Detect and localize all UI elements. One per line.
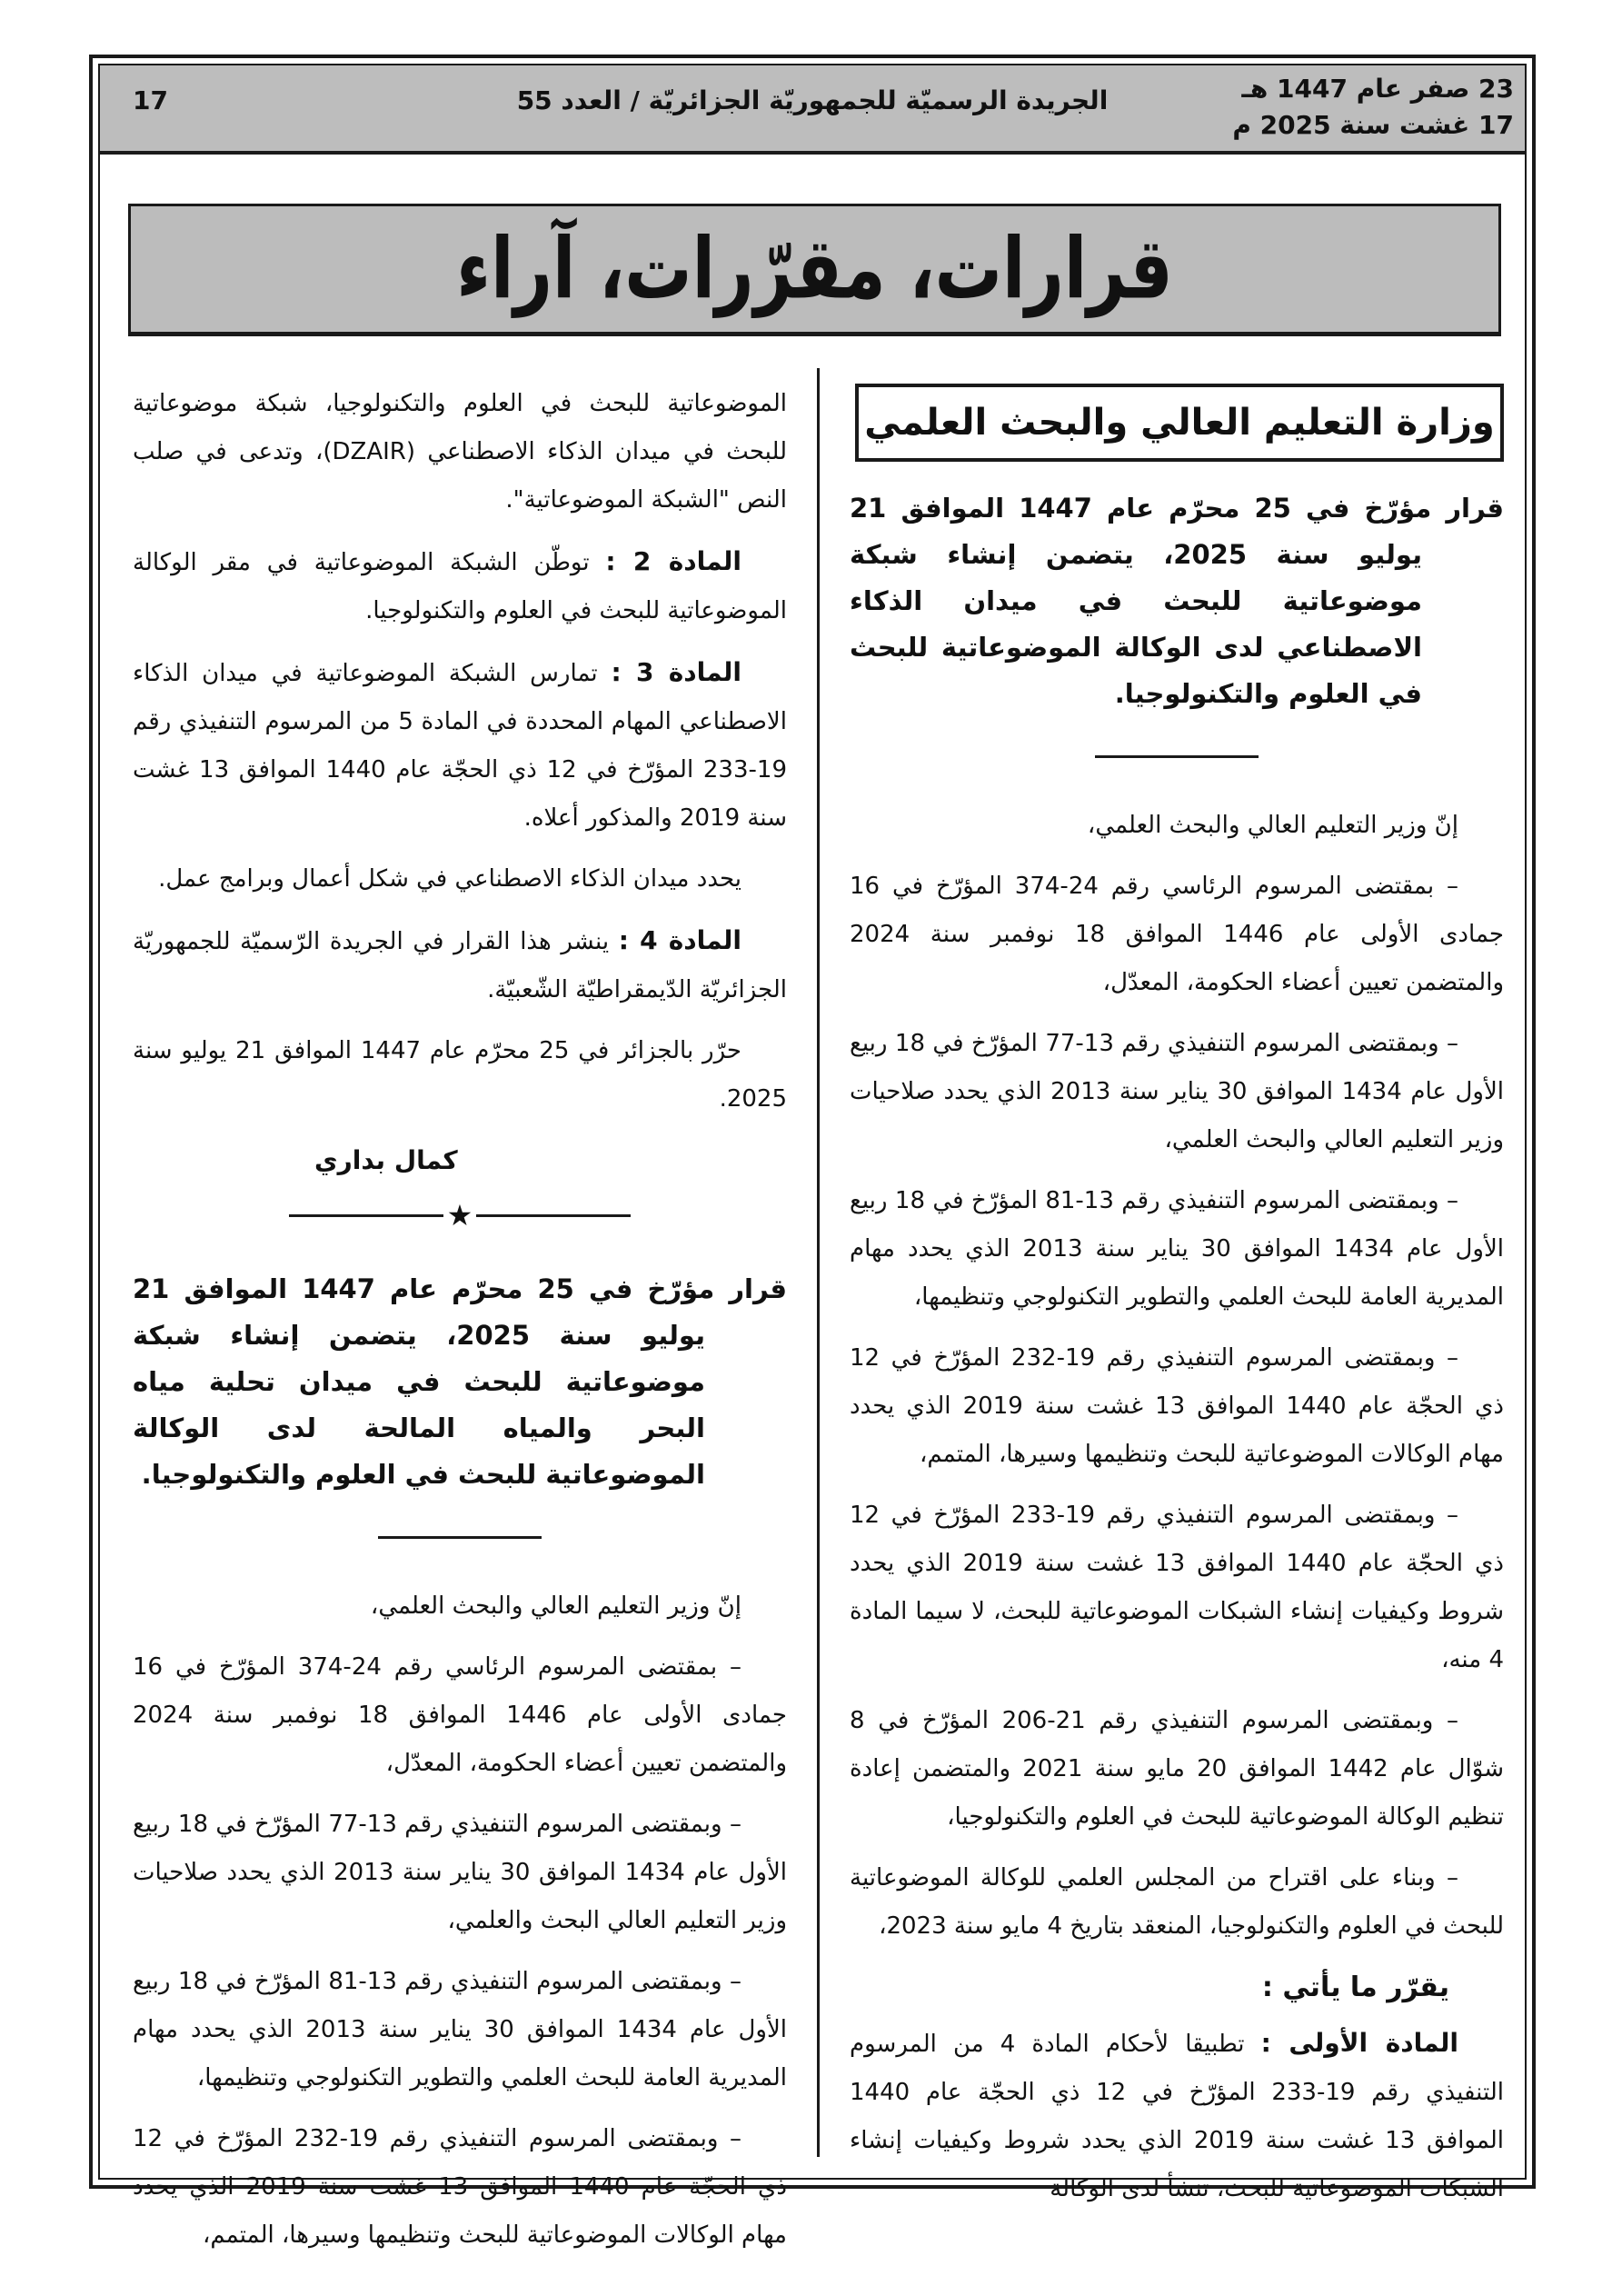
divider-rule bbox=[378, 1536, 542, 1539]
consideration: – بمقتضى المرسوم الرئاسي رقم 24-374 المؤرّخ في 16 جمادى الأولى عام 1446 الموافق 18 نوفمبر سنة 2024 والمتضمن تعيين أعضاء الحكومة، المعدّل، bbox=[850, 873, 1504, 996]
article-2 bbox=[133, 537, 787, 635]
consideration: – وبمقتضى المرسوم التنفيذي رقم 21-206 المؤرّخ في 8 شوّال عام 1442 الموافق 20 مايو سنة 2021 والمتضمن إعادة تنظيم الوكالة الموضوعاتية للبحث في العلوم والتكنولوجيا، bbox=[850, 1707, 1504, 1831]
gazette-header bbox=[100, 65, 1525, 155]
ministry-name: وزارة التعليم العالي والبحث العلمي bbox=[864, 401, 1495, 444]
article-label: المادة 3 : bbox=[611, 657, 741, 687]
section-banner bbox=[128, 204, 1501, 336]
header-title: الجريدة الرسميّة للجمهوريّة الجزائريّة / العدد 55 bbox=[516, 85, 1109, 115]
consideration: – وبمقتضى المرسوم التنفيذي رقم 19-233 المؤرّخ في 12 ذي الحجّة عام 1440 الموافق 13 غشت سنة 2019 الذي يحدد شروط وكيفيات إنشاء الشبكات الموضوعاتية للبحث، لا سيما المادة 4 منه، bbox=[850, 1502, 1504, 1673]
decides-heading: يقرّر ما يأتي : bbox=[1261, 1972, 1449, 2003]
header-date-hijri: 23 صفر عام 1447 هـ bbox=[1241, 74, 1514, 104]
star-icon: ★ bbox=[446, 1198, 473, 1233]
article-text: توطّن الشبكة الموضوعاتية في مقر الوكالة الموضوعاتية للبحث في العلوم والتكنولوجيا. bbox=[133, 549, 787, 624]
consideration: – وبمقتضى المرسوم التنفيذي رقم 13-81 المؤرّخ في 18 ربيع الأول عام 1434 الموافق 30 يناير سنة 2013 الذي يحدد مهام المديرية العامة للبحث العلمي والتطوير التكنولوجي وتنظيمها، bbox=[850, 1187, 1505, 1311]
article-3-paragraph: يحدد ميدان الذكاء الاصطناعي في شكل أعمال وبرامج عمل. bbox=[158, 865, 741, 893]
column-divider bbox=[817, 368, 820, 2157]
consideration: – بمقتضى المرسوم الرئاسي رقم 24-374 المؤرّخ في 16 جمادى الأولى عام 1446 الموافق 18 نوفمبر سنة 2024 والمتضمن تعيين أعضاء الحكومة، المعدّل، bbox=[133, 1653, 787, 1777]
article-text: تمارس الشبكة الموضوعاتية في ميدان الذكاء الاصطناعي المهام المحددة في المادة 5 من المرسوم التنفيذي رقم 19-233 المؤرّخ في 12 ذي الحجّة عام 1440 الموافق 13 غشت سنة 2019 والمذكور أعلاه. bbox=[133, 660, 787, 832]
done-at: حرّر بالجزائر في 25 محرّم عام 1447 الموافق 21 يوليو سنة 2025. bbox=[133, 1037, 787, 1113]
divider-rule bbox=[1095, 755, 1259, 758]
preamble-intro: إنّ وزير التعليم العالي والبحث العلمي، bbox=[370, 1592, 741, 1620]
right-column bbox=[850, 380, 1504, 2226]
article-3 bbox=[133, 648, 787, 843]
star-separator bbox=[133, 1198, 787, 1233]
decree-title: قرار مؤرّخ في 25 محرّم عام 1447 الموافق 21 يوليو سنة 2025، يتضمن إنشاء شبكة موضوعاتية للبحث في ميدان تحلية مياه البحر والمياه المالحة لدى الوكالة الموضوعاتية للبحث في العلوم والتكنولوجيا. bbox=[133, 1273, 787, 1490]
page-number: 17 bbox=[133, 85, 168, 115]
signature: كمال بداري bbox=[314, 1145, 458, 1175]
separator-line bbox=[289, 1214, 443, 1217]
article-label: المادة 4 : bbox=[618, 925, 741, 955]
consideration: – وبمقتضى المرسوم التنفيذي رقم 19-232 المؤرّخ في 12 ذي الحجّة عام 1440 الموافق 13 غشت سنة 2019 الذي يحدد مهام الوكالات الموضوعاتية للبحث وتنظيمها وسيرها، المتمم، bbox=[850, 1344, 1504, 1468]
article-label: المادة 2 : bbox=[605, 546, 742, 576]
consideration: – وبمقتضى المرسوم التنفيذي رقم 13-81 المؤرّخ في 18 ربيع الأول عام 1434 الموافق 30 يناير سنة 2013 الذي يحدد مهام المديرية العامة للبحث العلمي والتطوير التكنولوجي وتنظيمها، bbox=[133, 1968, 788, 2091]
article-1 bbox=[850, 2019, 1504, 2213]
ministry-box bbox=[855, 384, 1504, 462]
consideration: – وبمقتضى المرسوم التنفيذي رقم 19-232 المؤرّخ في 12 ذي الحجّة عام 1440 الموافق 13 غشت سنة 2019 الذي يحدد مهام الوكالات الموضوعاتية للبحث وتنظيمها وسيرها، المتمم، bbox=[133, 2125, 787, 2249]
article-4 bbox=[133, 916, 787, 1014]
consideration: – وبناء على اقتراح من المجلس العلمي للوكالة الموضوعاتية للبحث في العلوم والتكنولوجيا، المنعقد بتاريخ 4 مايو سنة 2023، bbox=[850, 1864, 1504, 1940]
decree-title: قرار مؤرّخ في 25 محرّم عام 1447 الموافق 21 يوليو سنة 2025، يتضمن إنشاء شبكة موضوعاتية للبحث في ميدان الذكاء الاصطناعي لدى الوكالة الموضوعاتية للبحث في العلوم والتكنولوجيا. bbox=[850, 493, 1504, 709]
article-text: تطبيقا لأحكام المادة 4 من المرسوم التنفيذي رقم 19-233 المؤرّخ في 12 ذي الحجّة عام 1440 الموافق 13 غشت سنة 2019 الذي يحدد شروط وكيفيات إنشاء الشبكات الموضوعاتية للبحث، تنشأ لدى الوكالة bbox=[850, 2031, 1504, 2202]
preamble-intro: إنّ وزير التعليم العالي والبحث العلمي، bbox=[1087, 812, 1458, 839]
article-text: ينشر هذا القرار في الجريدة الرّسميّة للجمهوريّة الجزائريّة الدّيمقراطيّة الشّعبيّة. bbox=[133, 928, 787, 1003]
consideration: – وبمقتضى المرسوم التنفيذي رقم 13-77 المؤرّخ في 18 ربيع الأول عام 1434 الموافق 30 يناير سنة 2013 الذي يحدد صلاحيات وزير التعليم العالي البحث والعلمي، bbox=[133, 1811, 788, 1934]
consideration: – وبمقتضى المرسوم التنفيذي رقم 13-77 المؤرّخ في 18 ربيع الأول عام 1434 الموافق 30 يناير سنة 2013 الذي يحدد صلاحيات وزير التعليم العالي والبحث العلمي، bbox=[850, 1030, 1505, 1153]
header-date-gregorian: 17 غشت سنة 2025 م bbox=[1232, 110, 1514, 140]
article-1-continued: الموضوعاتية للبحث في العلوم والتكنولوجيا، شبكة موضوعاتية للبحث في ميدان الذكاء الاصطناعي (DZAIR)، وتدعى في صلب النص "الشبكة الموضوعاتية". bbox=[133, 390, 787, 514]
section-title: قرارات، مقرّرات، آراء bbox=[456, 220, 1173, 318]
article-label: المادة الأولى : bbox=[1260, 2028, 1458, 2058]
left-column bbox=[133, 380, 787, 2272]
separator-line bbox=[476, 1214, 631, 1217]
